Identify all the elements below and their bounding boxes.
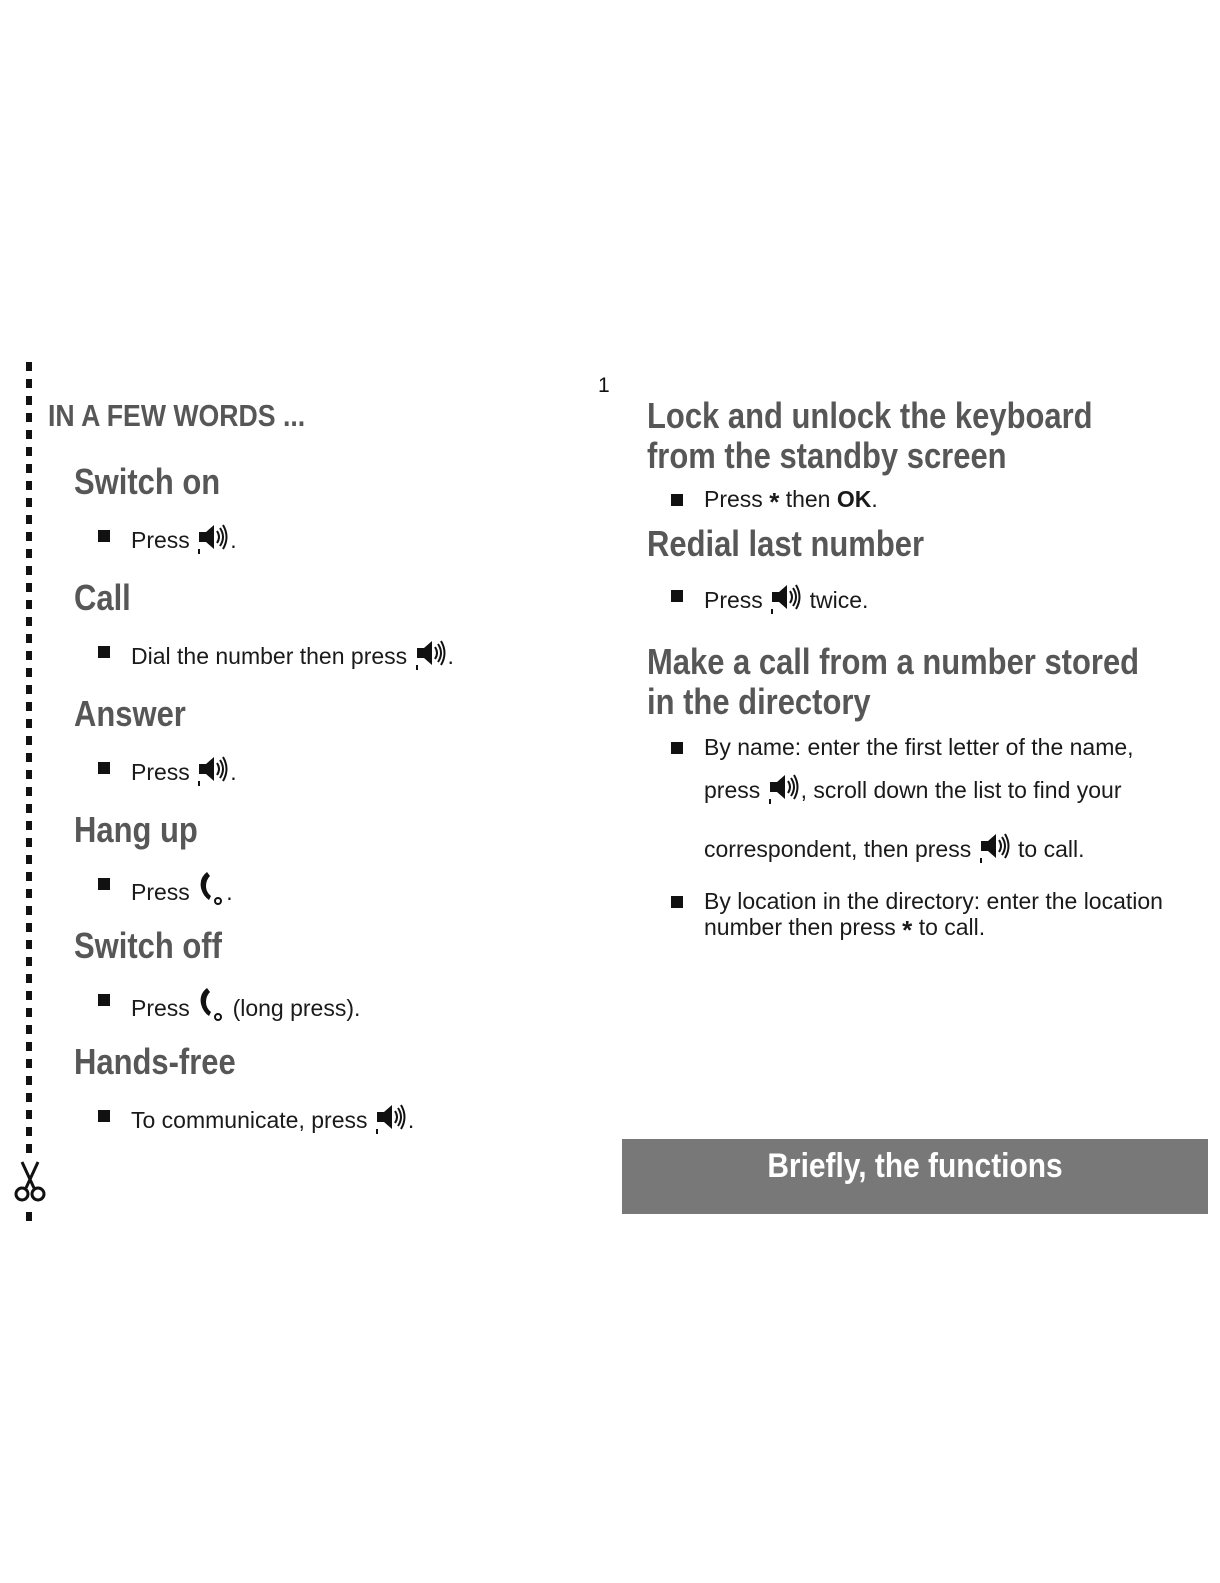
ok-key: OK: [836, 486, 872, 512]
bullet-text: then: [785, 486, 831, 512]
section-answer: [74, 694, 594, 810]
bullet-line: [704, 772, 1187, 809]
bullet-text: To communicate, press: [131, 1107, 368, 1133]
section-heading: Switch on: [74, 461, 221, 502]
bullet-text: , scroll down the list to find your: [800, 777, 1122, 803]
section-heading: Hands-free: [74, 1041, 236, 1082]
bullet-item: [74, 754, 594, 792]
bullet-square: [98, 762, 110, 774]
heading-line: Lock and unlock the keyboard: [647, 395, 1093, 436]
right-column: [647, 396, 1187, 943]
section-switch-on: [74, 462, 594, 578]
section-hang-up: [74, 810, 594, 926]
bullet-text: number then press: [704, 914, 896, 940]
bullet-text-end: .: [230, 527, 237, 553]
section-heading: Redial last number: [647, 523, 925, 564]
bullet-item: [647, 582, 1187, 620]
bullet-square: [671, 896, 683, 908]
speaker-icon: [375, 1102, 407, 1140]
bullet-text-end: .: [226, 879, 233, 905]
bullet-text-end: .: [230, 759, 237, 785]
bullet-square: [671, 590, 683, 602]
bullet-text-end: to call.: [1011, 836, 1085, 862]
section-heading: Call: [74, 577, 131, 618]
section-heading: Switch off: [74, 925, 222, 966]
scissors-icon: [12, 1160, 48, 1204]
page-title: IN A FEW WORDS ...: [48, 398, 306, 433]
bullet-item: [74, 1102, 594, 1140]
speaker-icon: [770, 582, 802, 620]
bullet-text-end: .: [407, 1107, 415, 1133]
section-call: [74, 578, 594, 694]
bullet-text: Press: [704, 587, 763, 613]
bullet-text: Press: [131, 995, 190, 1021]
speaker-icon: [197, 522, 229, 560]
hang-up-icon: [197, 870, 225, 912]
star-key-icon: *: [769, 487, 780, 517]
bullet-text: correspondent, then press: [704, 836, 972, 862]
speaker-icon: [415, 638, 447, 676]
heading-line: in the directory: [647, 681, 871, 722]
bullet-text: press: [704, 777, 761, 803]
bullet-text-end: .: [447, 643, 454, 669]
footer-band: [622, 1139, 1208, 1214]
cut-line: [26, 362, 32, 1224]
section-heading: [647, 396, 1111, 476]
bullet-square: [98, 1110, 110, 1122]
hang-up-icon: [197, 986, 225, 1028]
bullet-line: [704, 831, 1187, 868]
bullet-square: [671, 494, 683, 506]
bullet-item: [647, 734, 1187, 868]
section-heading: Answer: [74, 693, 186, 734]
bullet-text-end: twice.: [803, 587, 869, 613]
section-directory-call: [647, 642, 1187, 943]
footer-title: Briefly, the functions: [767, 1147, 1063, 1185]
section-lock-keyboard: [647, 396, 1187, 524]
bullet-item: [74, 986, 594, 1028]
bullet-text: Press: [704, 486, 763, 512]
bullet-text-end: to call.: [918, 914, 986, 940]
bullet-line: [704, 914, 1187, 943]
bullet-square: [671, 742, 683, 754]
bullet-item: [74, 870, 594, 912]
bullet-text-end: (long press).: [226, 995, 361, 1021]
bullet-square: [98, 646, 110, 658]
bullet-text: By location in the directory: enter the location: [704, 888, 1163, 914]
bullet-text: By name: enter the first letter of the name,: [704, 734, 1134, 760]
section-heading: Hang up: [74, 809, 198, 850]
speaker-icon: [197, 754, 229, 792]
bullet-item: [74, 522, 594, 560]
bullet-text: Press: [131, 527, 190, 553]
section-switch-off: [74, 926, 594, 1042]
speaker-icon: [768, 772, 800, 809]
bullet-text-end: .: [871, 486, 878, 512]
bullet-item: [647, 486, 1187, 518]
bullet-square: [98, 530, 110, 542]
bullet-text: Press: [131, 759, 190, 785]
bullet-square: [98, 878, 110, 890]
star-key-icon: *: [902, 915, 913, 945]
page-number: 1: [598, 374, 610, 397]
bullet-square: [98, 994, 110, 1006]
section-heading: [647, 641, 1140, 722]
bullet-text: Dial the number then press: [131, 643, 408, 669]
bullet-item: [74, 638, 594, 676]
left-column: [74, 462, 594, 1158]
bullet-text: Press: [131, 879, 190, 905]
section-redial: [647, 524, 1187, 642]
speaker-icon: [979, 831, 1011, 868]
section-hands-free: [74, 1042, 594, 1158]
heading-line: Make a call from a number stored: [647, 641, 1140, 682]
bullet-item: [647, 888, 1187, 943]
heading-line: from the standby screen: [647, 435, 1007, 476]
